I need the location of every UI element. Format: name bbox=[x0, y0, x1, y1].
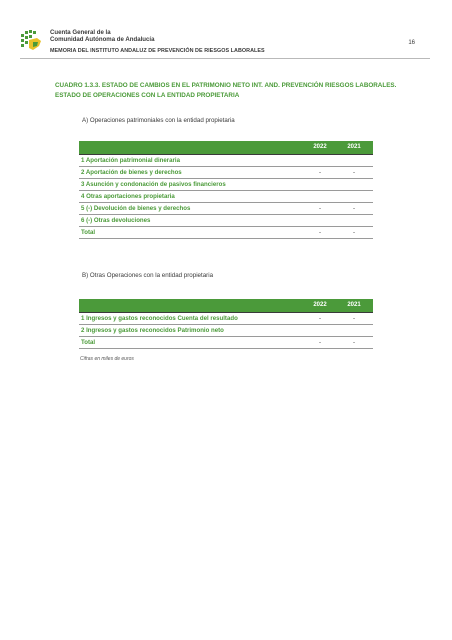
table-row bbox=[79, 179, 373, 191]
row-label: 4 Otras aportaciones propietaria bbox=[81, 193, 175, 200]
table-row bbox=[79, 312, 373, 325]
header-divider bbox=[20, 58, 430, 59]
column-header-2022: 2022 bbox=[313, 144, 327, 150]
value-2022: - bbox=[318, 339, 322, 346]
row-label: 3 Asunción y condonación de pasivos financieros bbox=[81, 181, 226, 188]
page-header bbox=[20, 28, 430, 58]
table-row bbox=[79, 215, 373, 227]
row-label: 5 (-) Devolución de bienes y derechos bbox=[81, 205, 191, 212]
value-2022: - bbox=[318, 315, 322, 322]
table-header-row bbox=[79, 141, 373, 154]
organization-name: Cuenta General de la Comunidad Autónoma de Andalucía bbox=[50, 29, 155, 44]
row-label: 1 Ingresos y gastos reconocidos Cuenta del resultado bbox=[81, 315, 238, 322]
row-label: 2 Ingresos y gastos reconocidos Patrimonio neto bbox=[81, 327, 224, 334]
section-b-table bbox=[79, 299, 373, 349]
row-label: 1 Aportación patrimonial dineraria bbox=[81, 157, 180, 164]
section-b-heading: B) Otras Operaciones con la entidad propietaria bbox=[82, 272, 214, 279]
column-header-2022: 2022 bbox=[313, 302, 327, 308]
column-header-2021: 2021 bbox=[347, 302, 361, 308]
page-number: 16 bbox=[408, 40, 415, 46]
table-row bbox=[79, 167, 373, 179]
column-header-2021: 2021 bbox=[347, 144, 361, 150]
row-label: 6 (-) Otras devoluciones bbox=[81, 217, 151, 224]
table-title: CUADRO 1.3.3. ESTADO DE CAMBIOS EN EL PATRIMONIO NETO INT. AND. PREVENCIÓN RIESGOS LABORALES. ESTADO DE OPERACIONES CON LA ENTIDAD PROPIETARIA bbox=[55, 82, 397, 99]
value-2022: - bbox=[318, 229, 322, 236]
table-row bbox=[79, 203, 373, 215]
section-a-heading: A) Operaciones patrimoniales con la entidad propietaria bbox=[82, 117, 235, 124]
value-2021: - bbox=[352, 339, 356, 346]
table-total-row bbox=[79, 227, 373, 239]
section-a-table bbox=[79, 141, 373, 239]
table-row bbox=[79, 191, 373, 203]
table-row bbox=[79, 325, 373, 337]
value-2021: - bbox=[352, 315, 356, 322]
junta-andalucia-logo-icon bbox=[20, 28, 46, 54]
table-header-row bbox=[79, 299, 373, 312]
footnote: Cifras en miles de euros bbox=[80, 356, 134, 362]
table-total-row bbox=[79, 337, 373, 349]
row-label: 2 Aportación de bienes y derechos bbox=[81, 169, 182, 176]
value-2022: - bbox=[318, 205, 322, 212]
value-2021: - bbox=[352, 169, 356, 176]
value-2021: - bbox=[352, 229, 356, 236]
table-row bbox=[79, 154, 373, 167]
row-label: Total bbox=[81, 339, 96, 346]
value-2021: - bbox=[352, 205, 356, 212]
row-label: Total bbox=[81, 229, 96, 236]
memoria-title: MEMORIA DEL INSTITUTO ANDALUZ DE PREVENCIÓN DE RIESGOS LABORALES bbox=[50, 48, 265, 54]
value-2022: - bbox=[318, 169, 322, 176]
